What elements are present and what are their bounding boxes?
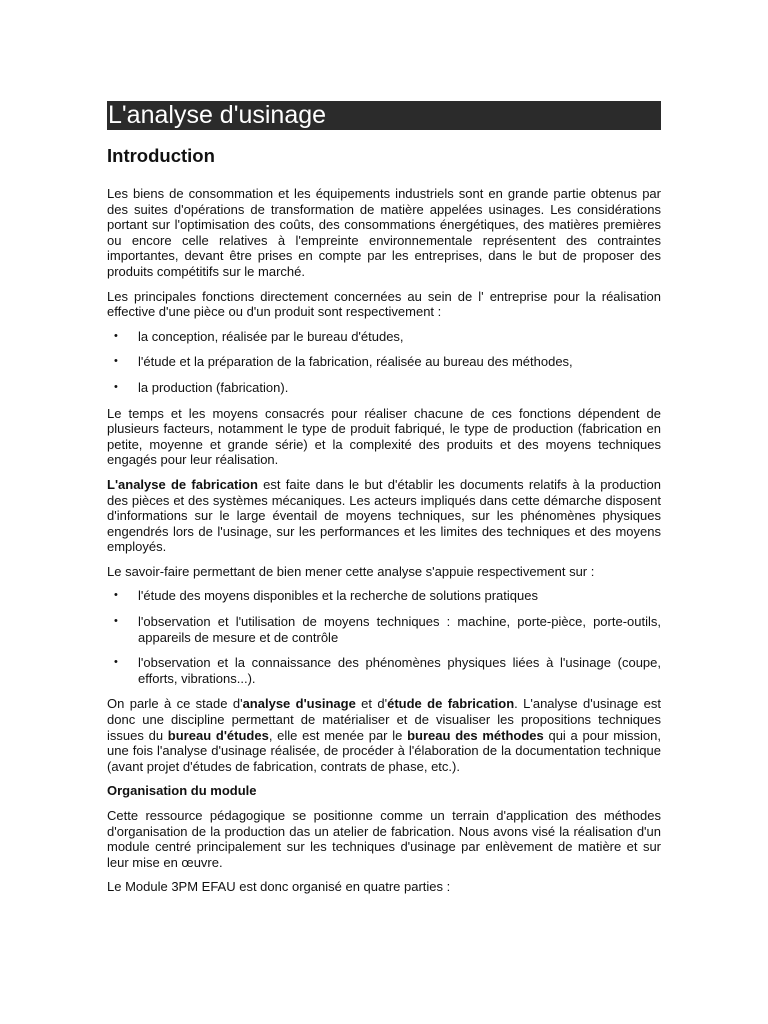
list-item [107, 588, 661, 604]
paragraph-6 [107, 696, 661, 774]
bold-term: bureau des méthodes [407, 727, 544, 743]
paragraph-1: Les biens de consommation et les équipements industriels sont en grande partie obtenus par des suites d'opérations de transformation de matière appelées usinages. Les considérations portant sur l'optimisation des coûts, des consommations énergétiques, des matières premières ou encore celle relatives à l'empreinte environnementale représentent des contraintes importantes, devant être prises en compte par les entreprises, dans le but de proposer des produits compétitifs sur le marché. [107, 186, 661, 279]
list-item-text: la conception, réalisée par le bureau d'études, [138, 328, 404, 344]
know-how-list [107, 588, 661, 686]
paragraph-4 [107, 477, 661, 555]
list-item-text: l'observation et la connaissance des phénomènes physiques liées à l'usinage (coupe, efforts, vibrations...). [138, 655, 661, 686]
module-heading: Organisation du module [107, 783, 257, 799]
list-item [107, 614, 661, 645]
list-item [107, 354, 661, 370]
intro-heading: Introduction [107, 145, 215, 166]
text-run: . L'analyse d'usinage est donc une discipline permettant de matérialiser et de visualiser les propositions techniques issues du [107, 696, 661, 743]
paragraph-2: Les principales fonctions directement concernées au sein de l' entreprise pour la réalisation effective d'une pièce ou d'un produit sont respectivement : [107, 288, 661, 320]
list-item-text: l'étude des moyens disponibles et la recherche de solutions pratiques [138, 588, 538, 604]
paragraph-8: Le Module 3PM EFAU est donc organisé en quatre parties : [107, 879, 451, 895]
list-item-text: l'étude et la préparation de la fabrication, réalisée au bureau des méthodes, [138, 354, 573, 370]
list-item [107, 380, 661, 396]
bold-term: étude de fabrication [387, 696, 515, 712]
list-item-text: l'observation et l'utilisation de moyens techniques : machine, porte-pièce, porte-outils, appareils de mesure et de contrôle [138, 614, 661, 645]
text-run: qui a pour mission, une fois l'analyse d'usinage réalisée, de procéder à l'élaboration de la documentation technique (avant projet d'études de fabrication, contrats de phase, etc.). [107, 727, 661, 774]
paragraph-4-text: est faite dans le but d'établir les documents relatifs à la production des pièces et des systèmes mécaniques. Les acteurs impliqués dans cette démarche disposent d'informations sur le large éventail de moyens techniques, sur les phénomènes physiques engendrés lors de l'usinage, sur les performances et les limites des techniques et des moyens employés. [107, 476, 661, 555]
text-run: On parle à ce stade d' [107, 696, 243, 712]
bullet-icon: • [114, 355, 118, 368]
bullet-icon: • [114, 380, 118, 393]
bullet-icon: • [114, 615, 118, 628]
paragraph-7: Cette ressource pédagogique se positionne comme un terrain d'application des méthodes d'organisation de la production das un atelier de fabrication. Nous avons visé la réalisation d'un module centré principalement sur les techniques d'usinage par enlèvement de matière et sur leur mise en œuvre. [107, 808, 661, 870]
text-run: et d' [355, 696, 388, 712]
text-run: , elle est menée par le [268, 727, 408, 743]
bullet-icon: • [114, 589, 118, 602]
paragraph-3: Le temps et les moyens consacrés pour réaliser chacune de ces fonctions dépendent de plusieurs facteurs, notamment le type de produit fabriqué, le type de production (fabrication en petite, moyenne et grande série) et la complexité des produits et des moyens techniques engagés pour leur réalisation. [107, 405, 661, 468]
bold-term: L'analyse de fabrication [107, 476, 258, 492]
bold-term: bureau d'études [167, 727, 269, 743]
bold-term: analyse d'usinage [242, 696, 356, 712]
functions-list [107, 329, 661, 396]
bullet-icon: • [114, 656, 118, 669]
list-item-text: la production (fabrication). [138, 379, 289, 395]
list-item [107, 655, 661, 686]
paragraph-5: Le savoir-faire permettant de bien mener cette analyse s'appuie respectivement sur : [107, 563, 595, 579]
bullet-icon: • [114, 329, 118, 342]
page-title: L'analyse d'usinage [107, 101, 661, 130]
document-content [107, 101, 661, 904]
list-item [107, 329, 661, 345]
